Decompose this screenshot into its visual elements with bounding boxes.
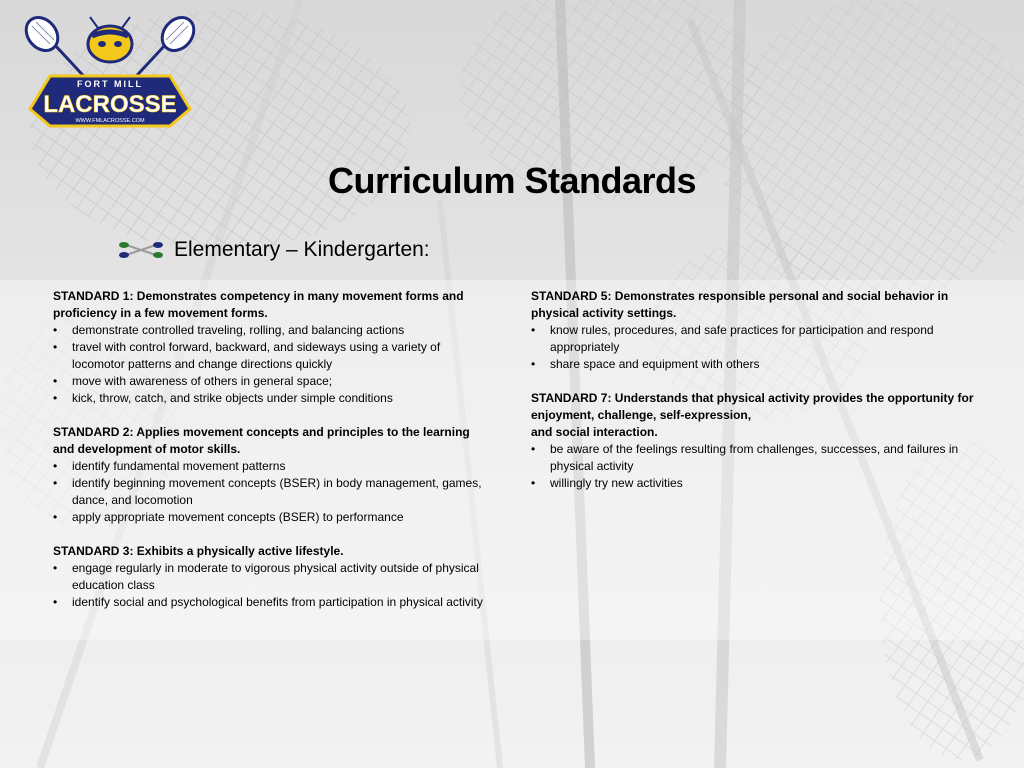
- standards-right-column: [531, 288, 976, 492]
- list-item: • willingly try new activities: [531, 475, 976, 492]
- slide-title: Curriculum Standards: [327, 160, 697, 201]
- standard-7-heading-cont: and social interaction.: [531, 425, 658, 439]
- list-item: • move with awareness of others in general space;: [53, 373, 493, 390]
- fort-mill-lacrosse-logo: [20, 14, 200, 139]
- section-heading: [118, 238, 430, 262]
- list-item: • identify social and psychological benefits from participation in physical activity: [53, 594, 493, 611]
- list-item: • share space and equipment with others: [531, 356, 976, 373]
- standard-3-list: [53, 560, 493, 611]
- list-item: • engage regularly in moderate to vigorous physical activity outside of physical education class: [53, 560, 493, 594]
- list-item: • apply appropriate movement concepts (BSER) to performance: [53, 509, 493, 526]
- crossed-sticks-bullet-icon: [118, 239, 164, 261]
- list-item: • identify fundamental movement patterns: [53, 458, 493, 475]
- list-item: • know rules, procedures, and safe practices for participation and respond appropriately: [531, 322, 976, 356]
- logo-main-text: LACROSSE: [43, 91, 177, 118]
- standard-2-list: [53, 458, 493, 526]
- standard-5-list: [531, 322, 976, 373]
- standard-7-list: [531, 441, 976, 492]
- logo-url-text: WWW.FMLACROSSE.COM: [75, 118, 145, 124]
- list-item: • demonstrate controlled traveling, rolling, and balancing actions: [53, 322, 493, 339]
- standard-5-heading: STANDARD 5: Demonstrates responsible personal and social behavior in physical activity settings.: [531, 289, 949, 320]
- list-item: • travel with control forward, backward, and sideways using a variety of locomotor patterns and change directions quickly: [53, 339, 493, 373]
- standard-1-list: [53, 322, 493, 407]
- standards-left-column: [53, 288, 493, 611]
- list-item: • be aware of the feelings resulting from challenges, successes, and failures in physical activity: [531, 441, 976, 475]
- section-heading-text: Elementary – Kindergarten:: [174, 238, 430, 261]
- logo-top-text: FORT MILL: [77, 79, 143, 89]
- standard-1-heading: STANDARD 1: Demonstrates competency in many movement forms and proficiency in a few movement forms.: [53, 289, 464, 320]
- standard-3-heading: STANDARD 3: Exhibits a physically active lifestyle.: [53, 544, 344, 558]
- standard-2-heading: STANDARD 2: Applies movement concepts and principles to the learning and development of motor skills.: [53, 425, 470, 456]
- standard-7-heading: STANDARD 7: Understands that physical activity provides the opportunity for enjoyment, challenge, self-expression,: [531, 391, 974, 422]
- list-item: • kick, throw, catch, and strike objects under simple conditions: [53, 390, 493, 407]
- list-item: • identify beginning movement concepts (BSER) in body management, games, dance, and locomotion: [53, 475, 493, 509]
